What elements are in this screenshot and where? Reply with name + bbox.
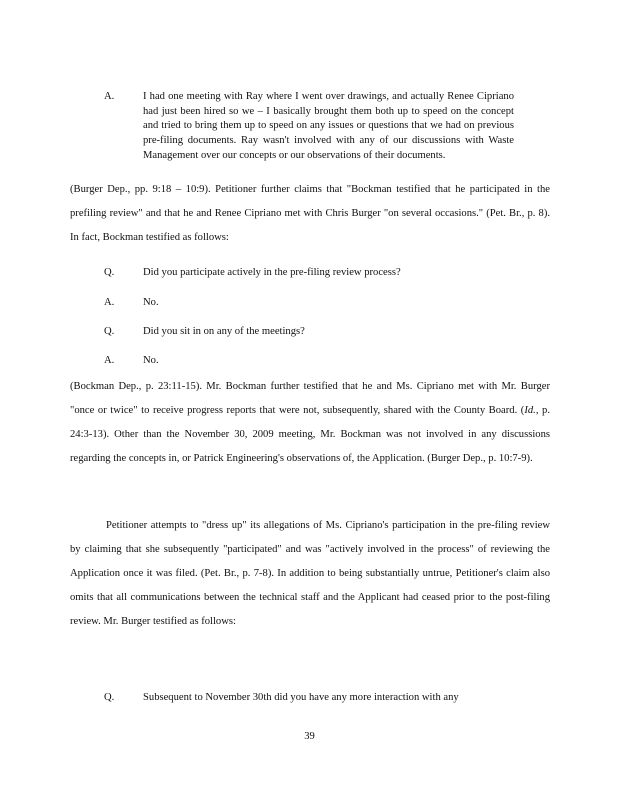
paragraph-bockman-citation	[70, 375, 550, 471]
page-number: 39	[304, 731, 315, 742]
testimony-answer	[104, 296, 544, 310]
testimony-question	[104, 325, 544, 339]
answer-text: No.	[143, 355, 159, 366]
question-label: Q.	[104, 326, 115, 337]
testimony-question	[104, 266, 544, 280]
answer-text: No.	[143, 297, 159, 308]
question-text: Did you participate actively in the pre-filing review process?	[143, 267, 401, 278]
question-text: Subsequent to November 30th did you have any more interaction with any	[143, 692, 459, 703]
id-citation: Id.	[524, 405, 536, 416]
answer-label: A.	[104, 297, 115, 308]
para2-text-start: (Bockman Dep., p. 23:11-15). Mr. Bockman further testified that he and Ms. Cipriano met with Mr. Burger "once or twice" to receive progress reports that were not, subsequently, shared with the County Board. (	[70, 381, 550, 416]
answer-label: A.	[104, 91, 115, 102]
block-quote	[104, 90, 514, 164]
testimony-answer	[104, 354, 544, 368]
block-quote-text: I had one meeting with Ray where I went over drawings, and actually Renee Cipriano had just been hired so we – I basically brought them both up to speed on the concept and tried to bring them up to speed on any issues or questions that we had on previous pre-filing documents. Ray wasn't involved with any of our discussions with Waste Management over our concepts or our observations of their documents.	[143, 91, 514, 161]
paragraph-petitioner-attempts: Petitioner attempts to "dress up" its allegations of Ms. Cipriano's participation in the pre-filing review by claiming that she subsequently "participated" and was "actively involved in the process" of reviewing the Application once it was filed. (Pet. Br., p. 7-8). In addition to being substantially untrue, Petitioner's claim also omits that all communications between the technical staff and the Applicant had ceased prior to the post-filing review. Mr. Burger testified as follows:	[70, 520, 550, 627]
question-text: Did you sit in on any of the meetings?	[143, 326, 305, 337]
testimony-question-final	[104, 691, 544, 705]
paragraph-burger-citation: (Burger Dep., pp. 9:18 – 10:9). Petitioner further claims that "Bockman testified that he participated in the prefiling review" and that he and Renee Cipriano met with Chris Burger "on several occasions." (Pet. Br., p. 8). In fact, Bockman testified as follows:	[70, 184, 550, 243]
answer-label: A.	[104, 355, 115, 366]
question-label: Q.	[104, 692, 115, 703]
para2-text-end: , p. 24:3-13). Other than the November 30, 2009 meeting, Mr. Bockman was not involved in any discussions regarding the concepts in, or Patrick Engineering's observations of, the Application. (Burger Dep., p. 10:7-9).	[70, 405, 550, 464]
question-label: Q.	[104, 267, 115, 278]
block-quote-answer	[104, 90, 514, 164]
